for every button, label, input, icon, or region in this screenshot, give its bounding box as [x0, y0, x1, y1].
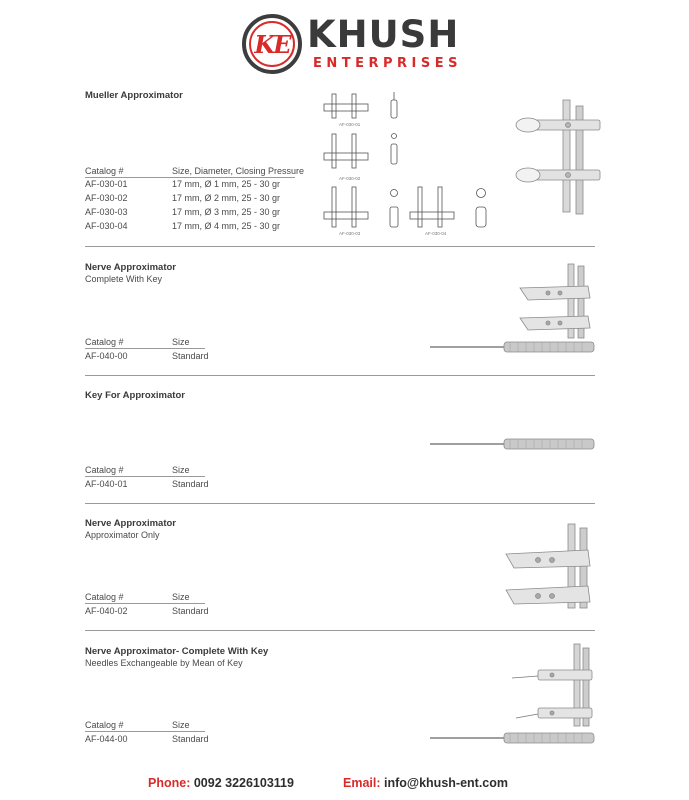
size-cell: Standard — [172, 734, 209, 744]
nerve-approximator-complete-image — [428, 642, 598, 747]
size-header: Size — [172, 465, 190, 475]
catalog-cell: AF-030-01 — [85, 179, 128, 189]
nerve-approximator-key-image — [428, 262, 598, 362]
size-header: Size — [172, 592, 190, 602]
catalog-header: Catalog # — [85, 720, 124, 730]
size-cell: Standard — [172, 351, 209, 361]
catalog-cell: AF-044-00 — [85, 734, 128, 744]
figure-label: AF-030-02 — [339, 176, 361, 181]
spec-header: Size, Diameter, Closing Pressure — [172, 166, 305, 176]
size-header: Size — [172, 337, 190, 347]
catalog-header: Catalog # — [85, 465, 124, 475]
section-subtitle: Complete With Key — [85, 274, 163, 284]
footer-phone — [148, 775, 294, 791]
catalog-header: Catalog # — [85, 592, 124, 602]
section-title-mueller: Mueller Approximator — [85, 90, 183, 101]
brand-logo — [242, 14, 302, 74]
spec-cell: 17 mm, Ø 2 mm, 25 - 30 gr — [172, 193, 281, 203]
section-subtitle: Needles Exchangeable by Mean of Key — [85, 658, 243, 668]
brand-subtitle: ENTERPRISES — [313, 56, 462, 71]
catalog-cell: AF-040-02 — [85, 606, 128, 616]
section-title-nerve-approximator-complete: Nerve Approximator- Complete With Key — [85, 646, 269, 657]
catalog-cell: AF-030-03 — [85, 207, 128, 217]
catalog-header: Catalog # — [85, 337, 124, 347]
catalog-cell: AF-040-01 — [85, 479, 128, 489]
section-title-nerve-approximator-only: Nerve Approximator — [85, 518, 176, 529]
brand-name: KHUSH — [307, 13, 460, 56]
phone-label: Phone: — [148, 776, 191, 790]
catalog-cell: AF-030-02 — [85, 193, 128, 203]
size-header: Size — [172, 720, 190, 730]
catalog-header: Catalog # — [85, 166, 124, 176]
mueller-approximator-image — [508, 96, 603, 226]
phone-number[interactable]: 0092 3226103119 — [193, 776, 294, 790]
email-address[interactable]: info@khush-ent.com — [384, 776, 508, 790]
section-divider — [85, 246, 595, 247]
catalog-cell: AF-040-00 — [85, 351, 128, 361]
nerve-approximator-only-image — [500, 522, 600, 612]
brand-monogram: KE — [249, 21, 295, 67]
figure-label: AF-030-01 — [339, 122, 361, 127]
size-cell: Standard — [172, 479, 209, 489]
section-title-nerve-approximator: Nerve Approximator — [85, 262, 176, 273]
section-subtitle: Approximator Only — [85, 530, 160, 540]
section-divider — [85, 630, 595, 631]
spec-cell: 17 mm, Ø 1 mm, 25 - 30 gr — [172, 179, 281, 189]
figure-label: AF-030-04 — [425, 231, 447, 236]
section-divider — [85, 375, 595, 376]
key-image — [428, 434, 598, 454]
footer-email — [343, 775, 508, 791]
spec-cell: 17 mm, Ø 3 mm, 25 - 30 gr — [172, 207, 281, 217]
section-title-key-for-approximator: Key For Approximator — [85, 390, 185, 401]
email-label: Email: — [343, 776, 381, 790]
catalog-cell: AF-030-04 — [85, 221, 128, 231]
size-cell: Standard — [172, 606, 209, 616]
figure-label: AF-030-03 — [339, 231, 361, 236]
mueller-diagrams — [318, 92, 498, 242]
section-divider — [85, 503, 595, 504]
spec-cell: 17 mm, Ø 4 mm, 25 - 30 gr — [172, 221, 281, 231]
